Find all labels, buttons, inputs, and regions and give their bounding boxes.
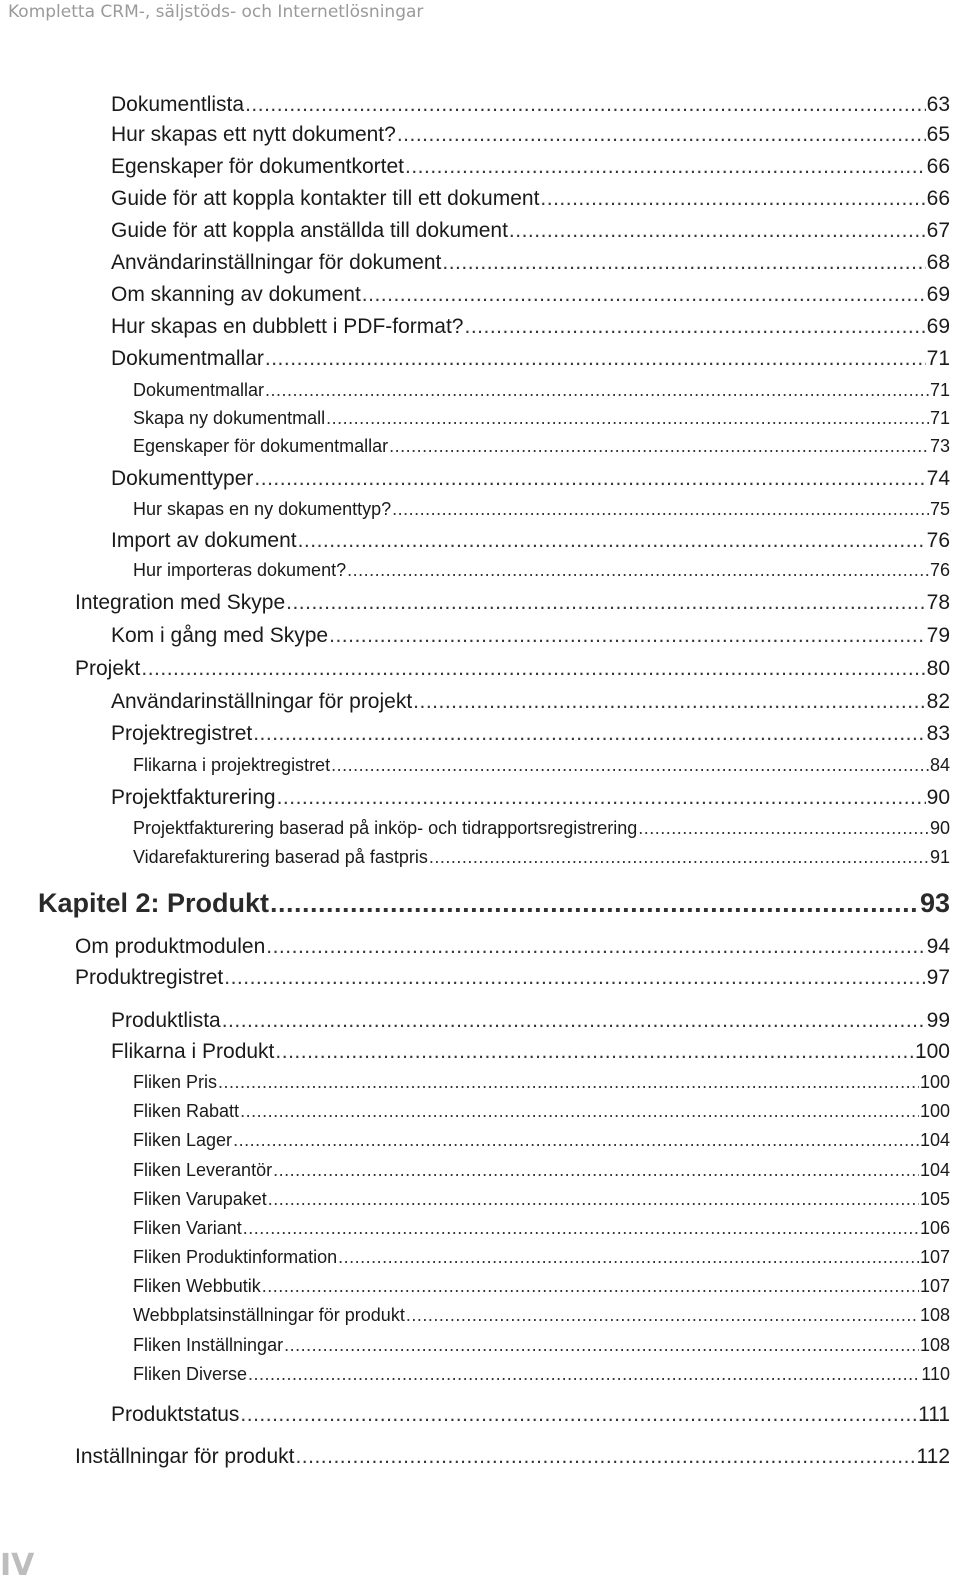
toc-entry-page: 107 [919, 1247, 950, 1267]
toc-entry-title: Fliken Inställningar [133, 1335, 284, 1355]
toc-leader-dots [540, 187, 925, 211]
toc-entry-title: Fliken Lager [133, 1130, 233, 1150]
toc-entry[interactable] [111, 722, 950, 746]
toc-entry[interactable] [111, 93, 950, 117]
running-header: Kompletta CRM-, säljstöds- och Internetlösningar [8, 2, 424, 22]
toc-entry[interactable] [133, 1364, 950, 1385]
toc-leader-dots [286, 591, 926, 615]
toc-leader-dots [298, 529, 926, 553]
toc-entry-page: 90 [929, 818, 950, 838]
toc-entry-title: Fliken Diverse [133, 1364, 248, 1384]
toc-entry-title: Produktstatus [111, 1403, 240, 1426]
toc-leader-dots [265, 347, 926, 371]
toc-entry-title: Fliken Variant [133, 1218, 242, 1238]
toc-entry-page: 76 [926, 529, 950, 552]
toc-entry-page: 66 [926, 187, 950, 210]
toc-entry-page: 66 [926, 155, 950, 178]
toc-leader-dots [405, 155, 926, 179]
toc-leader-dots [331, 755, 929, 776]
toc-entry-page: 105 [919, 1189, 950, 1209]
toc-entry-page: 78 [926, 591, 950, 614]
toc-leader-dots [268, 1189, 919, 1210]
toc-entry-page: 97 [926, 966, 950, 989]
toc-entry-page: 111 [918, 1403, 950, 1426]
toc-entry-title: Kapitel 2: Produkt [38, 888, 270, 918]
toc-entry-page: 63 [926, 93, 950, 116]
toc-leader-dots [509, 219, 926, 243]
toc-leader-dots [273, 1160, 919, 1181]
toc-entry-page: 75 [929, 499, 950, 519]
toc-entry[interactable] [133, 560, 950, 581]
toc-leader-dots [389, 436, 929, 457]
toc-entry-page: 100 [919, 1072, 950, 1092]
toc-entry-title: Hur skapas en ny dokumenttyp? [133, 499, 392, 519]
toc-leader-dots [253, 722, 925, 746]
toc-entry-page: 106 [919, 1218, 950, 1238]
toc-entry-page: 94 [926, 935, 950, 958]
toc-entry[interactable] [133, 1276, 950, 1297]
toc-entry-page: 80 [926, 657, 950, 680]
toc-leader-dots [240, 1101, 919, 1122]
toc-entry-title: Om skanning av dokument [111, 283, 361, 306]
toc-entry-page: 65 [926, 123, 950, 146]
toc-entry[interactable] [133, 436, 950, 457]
toc-entry-page: 69 [926, 315, 950, 338]
toc-leader-dots [326, 408, 929, 429]
toc-entry[interactable] [111, 347, 950, 371]
toc-entry[interactable] [133, 847, 950, 868]
toc-entry-page: 99 [926, 1009, 950, 1032]
toc-entry-title: Projektregistret [111, 722, 253, 745]
toc-leader-dots [392, 499, 929, 520]
toc-entry-page: 104 [919, 1130, 950, 1150]
toc-entry[interactable] [133, 755, 950, 776]
toc-entry-page: 82 [926, 690, 950, 713]
toc-entry-page: 76 [929, 560, 950, 580]
toc-leader-dots [638, 818, 929, 839]
toc-entry-page: 67 [926, 219, 950, 242]
toc-entry-title: Dokumenttyper [111, 467, 254, 490]
toc-entry-title: Flikarna i projektregistret [133, 755, 331, 775]
toc-entry-title: Fliken Varupaket [133, 1189, 267, 1209]
toc-leader-dots [465, 315, 926, 339]
toc-entry-page: 79 [926, 624, 950, 647]
toc-entry-title: Projektfakturering baserad på inköp- och tidrapportsregistrering [133, 818, 638, 838]
toc-entry-title: Fliken Produktinformation [133, 1247, 338, 1267]
toc-entry[interactable] [111, 786, 950, 810]
toc-leader-dots [362, 283, 926, 307]
toc-leader-dots [222, 1009, 926, 1033]
toc-entry[interactable] [111, 283, 950, 307]
toc-leader-dots [284, 1335, 919, 1356]
toc-leader-dots [243, 1218, 919, 1239]
toc-entry-title: Dokumentmallar [133, 380, 265, 400]
toc-entry[interactable] [133, 1160, 950, 1181]
toc-entry[interactable] [133, 1335, 950, 1356]
toc-leader-dots [277, 786, 926, 810]
toc-entry[interactable] [111, 529, 950, 553]
toc-entry-page: 71 [929, 408, 950, 428]
toc-leader-dots [262, 1276, 919, 1297]
toc-leader-dots [141, 657, 925, 681]
toc-entry-page: 104 [919, 1160, 950, 1180]
toc-entry[interactable] [75, 935, 950, 959]
toc-entry[interactable] [133, 499, 950, 520]
toc-entry-title: Hur skapas ett nytt dokument? [111, 123, 396, 146]
toc-leader-dots [270, 888, 919, 919]
toc-entry-title: Fliken Leverantör [133, 1160, 273, 1180]
toc-entry-title: Egenskaper för dokumentmallar [133, 436, 389, 456]
toc-entry[interactable] [75, 1445, 950, 1469]
toc-entry-page: 110 [921, 1364, 950, 1384]
toc-entry[interactable] [133, 408, 950, 429]
toc-entry-title: Dokumentlista [111, 93, 245, 116]
toc-entry-page: 83 [926, 722, 950, 745]
toc-entry-title: Användarinställningar för projekt [111, 690, 413, 713]
toc-entry[interactable] [38, 888, 950, 919]
toc-leader-dots [338, 1247, 919, 1268]
toc-entry-title: Guide för att koppla anställda till dokument [111, 219, 508, 242]
toc-entry-page: 93 [919, 888, 950, 918]
toc-entry-title: Fliken Pris [133, 1072, 218, 1092]
toc-entry[interactable] [133, 380, 950, 401]
toc-entry-page: 107 [919, 1276, 950, 1296]
toc-entry-title: Egenskaper för dokumentkortet [111, 155, 404, 178]
toc-leader-dots [265, 380, 929, 401]
toc-entry[interactable] [133, 1218, 950, 1239]
toc-entry[interactable] [133, 1101, 950, 1122]
toc-entry-title: Integration med Skype [75, 591, 286, 614]
toc-entry-title: Webbplatsinställningar för produkt [133, 1305, 405, 1325]
toc-leader-dots [442, 251, 925, 275]
toc-entry-title: Guide för att koppla kontakter till ett dokument [111, 187, 540, 210]
toc-entry[interactable] [111, 123, 950, 147]
toc-entry[interactable] [111, 690, 950, 714]
toc-entry-title: Hur skapas en dubblett i PDF-format? [111, 315, 464, 338]
toc-entry[interactable] [111, 155, 950, 179]
toc-entry-page: 112 [916, 1445, 950, 1468]
toc-entry-page: 69 [926, 283, 950, 306]
toc-leader-dots [248, 1364, 920, 1385]
toc-entry-page: 84 [929, 755, 950, 775]
toc-entry-title: Användarinställningar för dokument [111, 251, 442, 274]
toc-entry-title: Skapa ny dokumentmall [133, 408, 326, 428]
toc-entry-page: 100 [914, 1040, 950, 1063]
toc-entry-title: Fliken Webbutik [133, 1276, 261, 1296]
toc-entry-page: 91 [929, 847, 950, 867]
toc-entry[interactable] [75, 591, 950, 615]
toc-leader-dots [254, 467, 925, 491]
toc-leader-dots [295, 1445, 915, 1469]
toc-leader-dots [413, 690, 925, 714]
page-number: IV [0, 1548, 35, 1583]
toc-leader-dots [347, 560, 929, 581]
toc-entry-title: Inställningar för produkt [75, 1445, 295, 1468]
toc-entry-page: 100 [919, 1101, 950, 1121]
toc-entry-title: Flikarna i Produkt [111, 1040, 275, 1063]
toc-entry-title: Kom i gång med Skype [111, 624, 329, 647]
toc-entry[interactable] [111, 187, 950, 211]
toc-leader-dots [406, 1305, 919, 1326]
toc-leader-dots [397, 123, 926, 147]
toc-entry-title: Fliken Rabatt [133, 1101, 240, 1121]
toc-entry[interactable] [75, 657, 950, 681]
toc-entry-title: Produktlista [111, 1009, 221, 1032]
toc-entry[interactable] [111, 467, 950, 491]
toc-leader-dots [224, 966, 925, 990]
toc-entry[interactable] [111, 315, 950, 339]
toc-leader-dots [233, 1130, 919, 1151]
toc-entry-page: 71 [926, 347, 950, 370]
toc-leader-dots [329, 624, 926, 648]
toc-leader-dots [218, 1072, 919, 1093]
toc-entry-title: Om produktmodulen [75, 935, 266, 958]
toc-entry-page: 108 [919, 1305, 950, 1325]
toc-entry[interactable] [133, 1072, 950, 1093]
toc-leader-dots [245, 93, 926, 117]
toc-entry-page: 74 [926, 467, 950, 490]
toc-entry[interactable] [111, 1009, 950, 1033]
toc-leader-dots [266, 935, 925, 959]
toc-entry[interactable] [133, 1247, 950, 1268]
toc-entry-title: Import av dokument [111, 529, 297, 552]
toc-entry-title: Projektfakturering [111, 786, 276, 809]
toc-entry[interactable] [111, 219, 950, 243]
toc-entry[interactable] [133, 1130, 950, 1151]
toc-entry[interactable] [111, 1403, 950, 1427]
toc-entry-page: 73 [929, 436, 950, 456]
toc-leader-dots [275, 1040, 914, 1064]
toc-entry-page: 68 [926, 251, 950, 274]
toc-entry[interactable] [111, 624, 950, 648]
toc-entry-page: 71 [929, 380, 950, 400]
toc-entry-page: 108 [919, 1335, 950, 1355]
toc-entry[interactable] [75, 966, 950, 990]
toc-entry-title: Vidarefakturering baserad på fastpris [133, 847, 428, 867]
toc-leader-dots [429, 847, 929, 868]
toc-entry[interactable] [111, 1040, 950, 1064]
toc-entry[interactable] [111, 251, 950, 275]
toc-leader-dots [240, 1403, 917, 1427]
toc-entry-title: Projekt [75, 657, 141, 680]
toc-entry-title: Hur importeras dokument? [133, 560, 347, 580]
toc-entry[interactable] [133, 1189, 950, 1210]
toc-entry[interactable] [133, 818, 950, 839]
toc-entry-page: 90 [926, 786, 950, 809]
toc-entry-title: Dokumentmallar [111, 347, 264, 370]
toc-entry-title: Produktregistret [75, 966, 224, 989]
toc-entry[interactable] [133, 1305, 950, 1326]
